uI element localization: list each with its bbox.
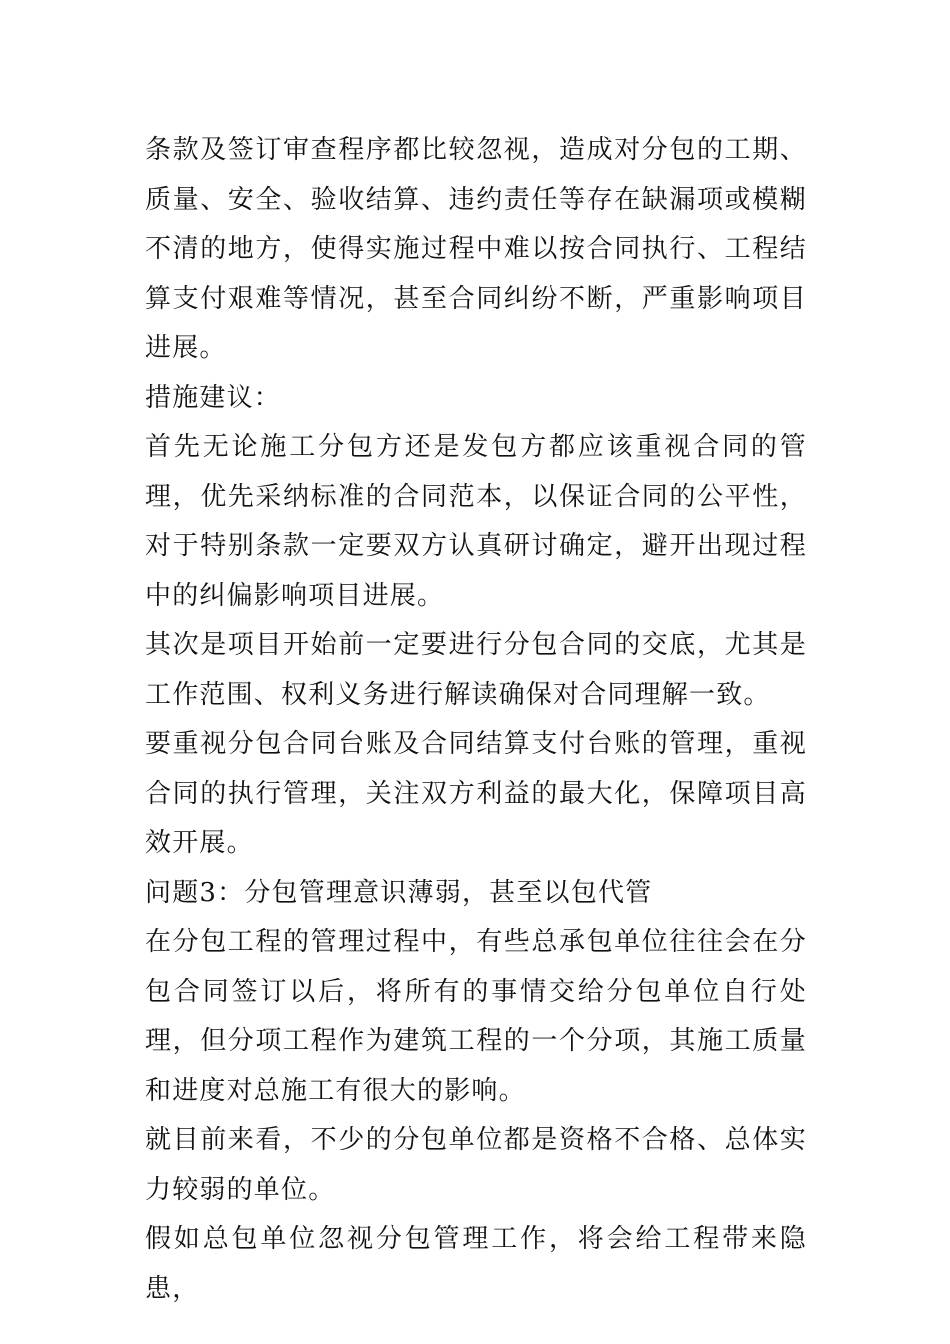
- paragraph-measure-first: 首先无论施工分包方还是发包方都应该重视合同的管理，优先采纳标准的合同范本，以保证合同的公平性，对于特别条款一定要双方认真研讨确定，避开出现过程中的纠偏影响项目进展。: [145, 432, 807, 611]
- paragraph-measure-second: 其次是项目开始前一定要进行分包合同的交底，尤其是工作范围、权利义务进行解读确保对合同理解一致。: [145, 630, 807, 710]
- heading-measures: 措施建议：: [145, 382, 282, 413]
- paragraph-current-situation: 就目前来看，不少的分包单位都是资格不合格、总体实力较弱的单位。: [145, 1125, 807, 1205]
- paragraph-problem-3-description: 在分包工程的管理过程中，有些总承包单位往往会在分包合同签订以后，将所有的事情交给分包单位自行处理，但分项工程作为建筑工程的一个分项，其施工质量和进度对总施工有很大的影响。: [145, 927, 807, 1106]
- heading-problem-3: 问题3：分包管理意识薄弱，甚至以包代管: [145, 877, 653, 908]
- paragraph-contract-issues: 条款及签订审查程序都比较忽视，造成对分包的工期、质量、安全、验收结算、违约责任等存在缺漏项或模糊不清的地方，使得实施过程中难以按合同执行、工程结算支付艰难等情况，甚至合同纠纷不断，严重影响项目进展。: [145, 135, 807, 363]
- document-page: [145, 126, 807, 1314]
- paragraph-risk: 假如总包单位忽视分包管理工作，将会给工程带来隐患，: [145, 1224, 807, 1304]
- paragraph-measure-ledger: 要重视分包合同台账及合同结算支付台账的管理，重视合同的执行管理，关注双方利益的最大化，保障项目高效开展。: [145, 729, 807, 858]
